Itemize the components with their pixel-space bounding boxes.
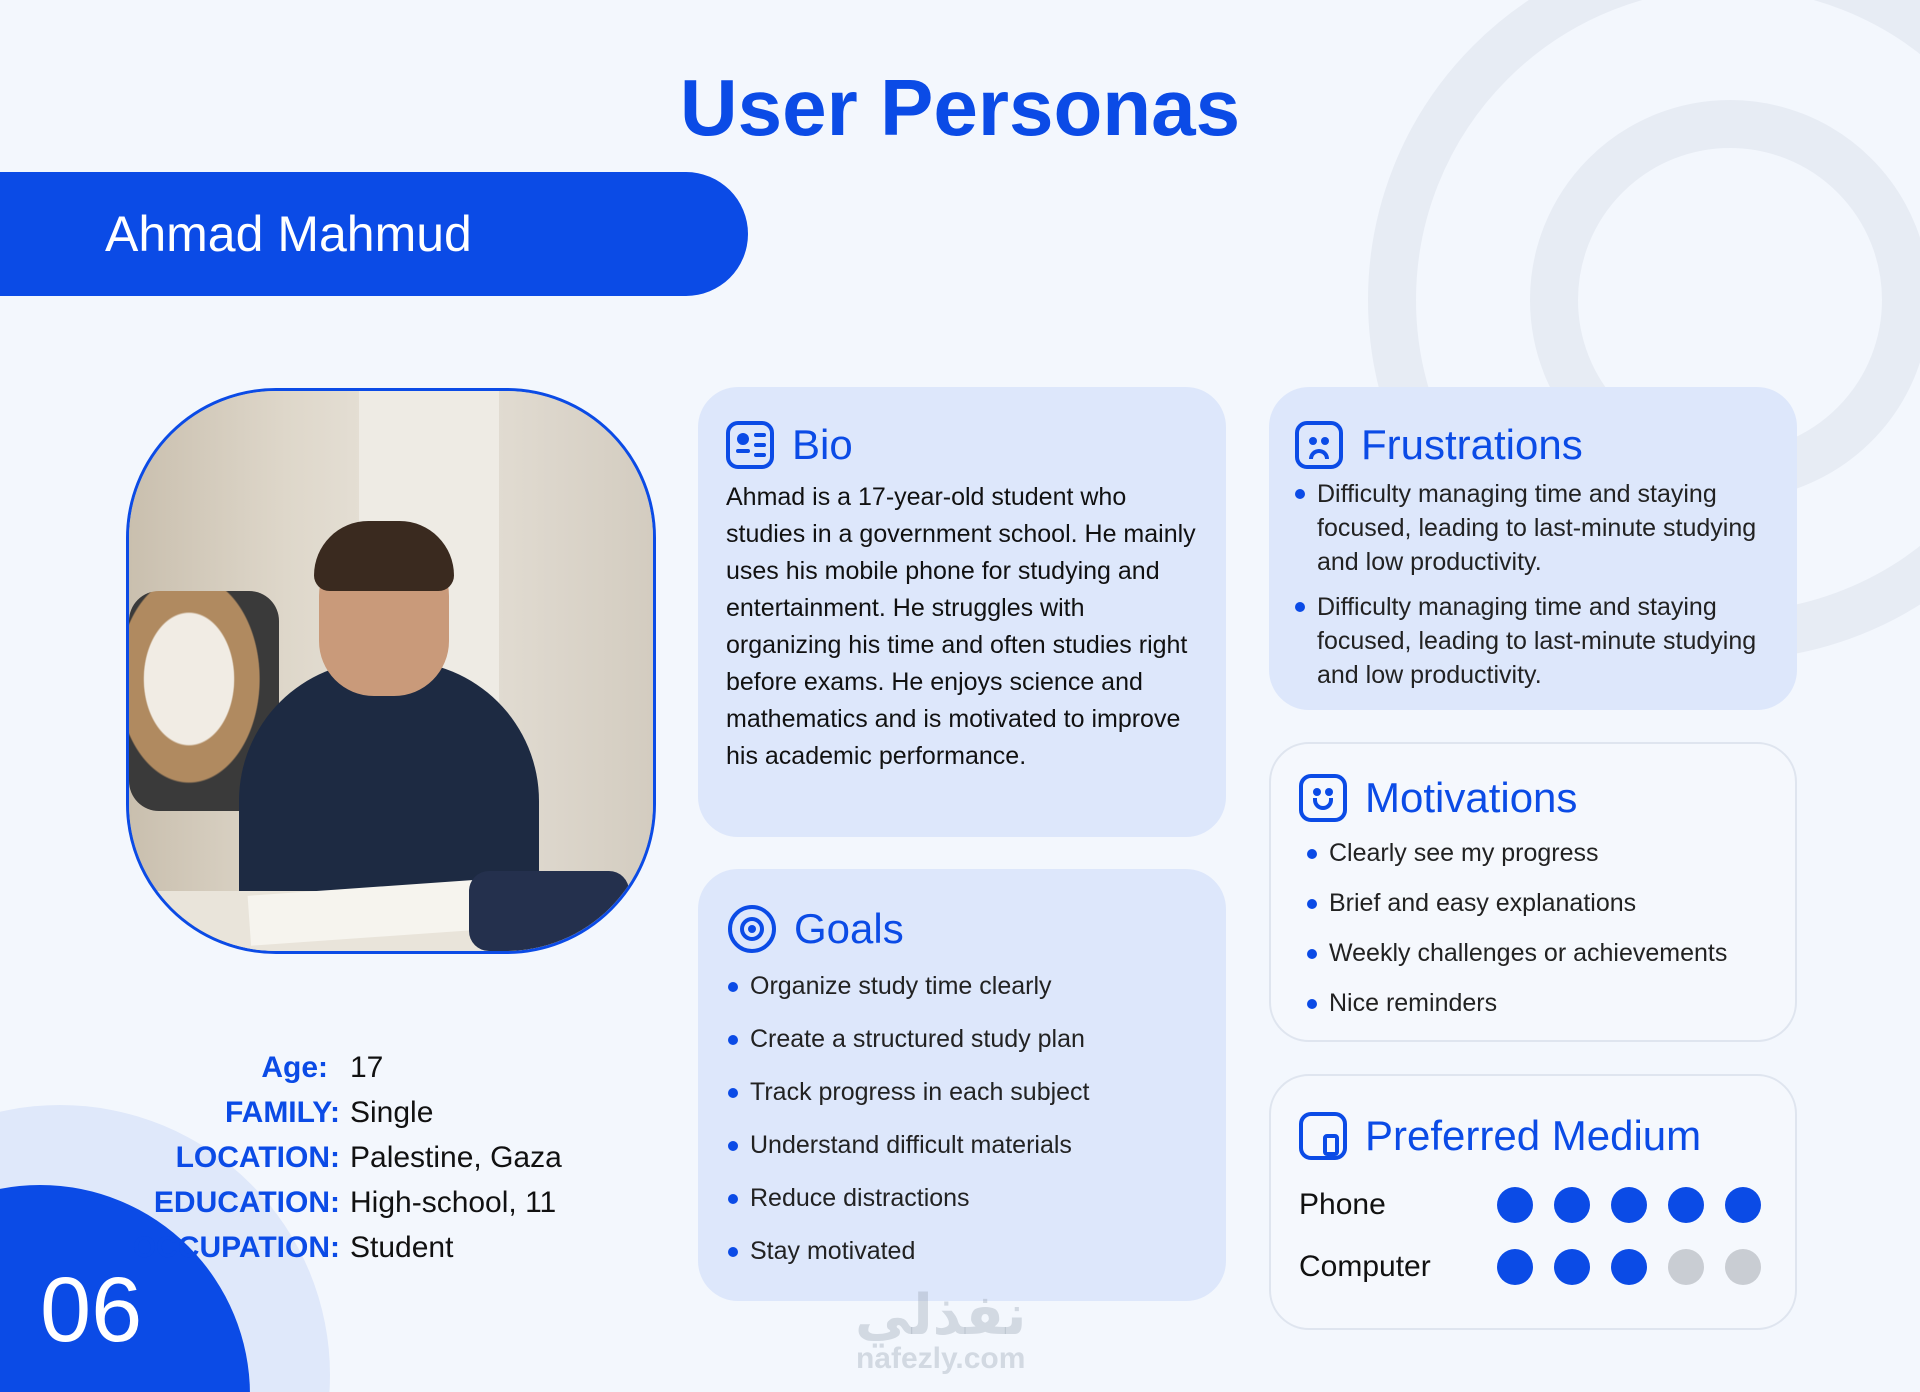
motivations-list <box>1307 838 1765 1038</box>
watermark <box>855 1282 1026 1376</box>
rating-dots <box>1497 1249 1761 1285</box>
medium-label: Computer <box>1299 1250 1431 1283</box>
preferred-medium-card <box>1269 1074 1797 1330</box>
list-item: Difficulty managing time and staying focused, leading to last-minute studying and low productivity. <box>1295 477 1763 579</box>
stat-education <box>0 1180 600 1225</box>
stat-location <box>0 1135 600 1180</box>
rating-dot-empty <box>1725 1249 1761 1285</box>
stat-value: Palestine, Gaza <box>350 1140 562 1174</box>
stat-label: LOCATION: <box>175 1140 340 1174</box>
goals-card <box>698 869 1226 1301</box>
page-title: User Personas <box>679 63 1241 152</box>
list-item: Reduce distractions <box>728 1183 1196 1236</box>
list-item: Brief and easy explanations <box>1307 888 1765 938</box>
rating-dots <box>1497 1187 1761 1223</box>
rating-dot-filled <box>1497 1187 1533 1223</box>
list-item: Organize study time clearly <box>728 971 1196 1024</box>
goals-title: Goals <box>794 905 904 952</box>
smile-face-icon <box>1299 774 1347 822</box>
frustrations-list <box>1295 477 1763 692</box>
stat-value: Single <box>350 1095 434 1129</box>
list-item: Stay motivated <box>728 1236 1196 1289</box>
list-item: Track progress in each subject <box>728 1077 1196 1130</box>
target-icon <box>728 905 776 953</box>
frown-face-icon <box>1295 421 1343 469</box>
stat-label: Age: <box>261 1050 328 1084</box>
list-item: Understand difficult materials <box>728 1130 1196 1183</box>
rating-dot-filled <box>1611 1187 1647 1223</box>
stat-value: High-school, 11 <box>350 1185 557 1219</box>
list-item: Clearly see my progress <box>1307 838 1765 888</box>
medium-row-computer <box>1299 1236 1761 1298</box>
stat-value: 17 <box>350 1050 384 1084</box>
persona-photo <box>126 388 656 954</box>
list-item: Difficulty managing time and staying focused, leading to last-minute studying and low productivity. <box>1295 590 1763 692</box>
stat-value: Student <box>350 1230 454 1264</box>
watermark-arabic: نفذلي <box>855 1283 1027 1346</box>
rating-dot-filled <box>1554 1187 1590 1223</box>
stat-family <box>0 1090 600 1135</box>
stat-age <box>0 1045 600 1090</box>
watermark-latin: nafezly.com <box>855 1342 1026 1375</box>
medium-label: Phone <box>1299 1188 1386 1221</box>
rating-dot-filled <box>1725 1187 1761 1223</box>
persona-name: Ahmad Mahmud <box>105 206 472 262</box>
list-item: Create a structured study plan <box>728 1024 1196 1077</box>
devices-icon <box>1299 1112 1347 1160</box>
medium-row-phone <box>1299 1174 1761 1236</box>
list-item: Weekly challenges or achievements <box>1307 938 1765 988</box>
stat-label: EDUCATION: <box>153 1185 340 1219</box>
rating-dot-filled <box>1668 1187 1704 1223</box>
id-card-icon <box>726 421 774 469</box>
bio-title: Bio <box>792 421 853 468</box>
rating-dot-empty <box>1668 1249 1704 1285</box>
persona-stats <box>0 1045 600 1270</box>
goals-list <box>728 971 1196 1289</box>
motivations-title: Motivations <box>1365 774 1578 821</box>
preferred-medium-title: Preferred Medium <box>1365 1112 1702 1159</box>
rating-dot-filled <box>1497 1249 1533 1285</box>
stat-label: FAMILY: <box>224 1095 340 1129</box>
list-item: Nice reminders <box>1307 988 1765 1038</box>
persona-name-banner <box>0 172 748 296</box>
rating-dot-filled <box>1611 1249 1647 1285</box>
stat-label: OCCUPATION: <box>132 1230 340 1264</box>
bio-text: Ahmad is a 17-year-old student who studies in a government school. He mainly uses his mobile phone for studying and entertainment. He struggles with organizing his time and often studies right before exams. He enjoys science and mathematics and is motivated to improve his academic performance. <box>726 483 1196 770</box>
frustrations-title: Frustrations <box>1361 421 1583 468</box>
frustrations-card <box>1269 387 1797 710</box>
bio-card <box>698 387 1226 837</box>
page-number: 06 <box>40 1259 143 1361</box>
motivations-card <box>1269 742 1797 1042</box>
rating-dot-filled <box>1554 1249 1590 1285</box>
